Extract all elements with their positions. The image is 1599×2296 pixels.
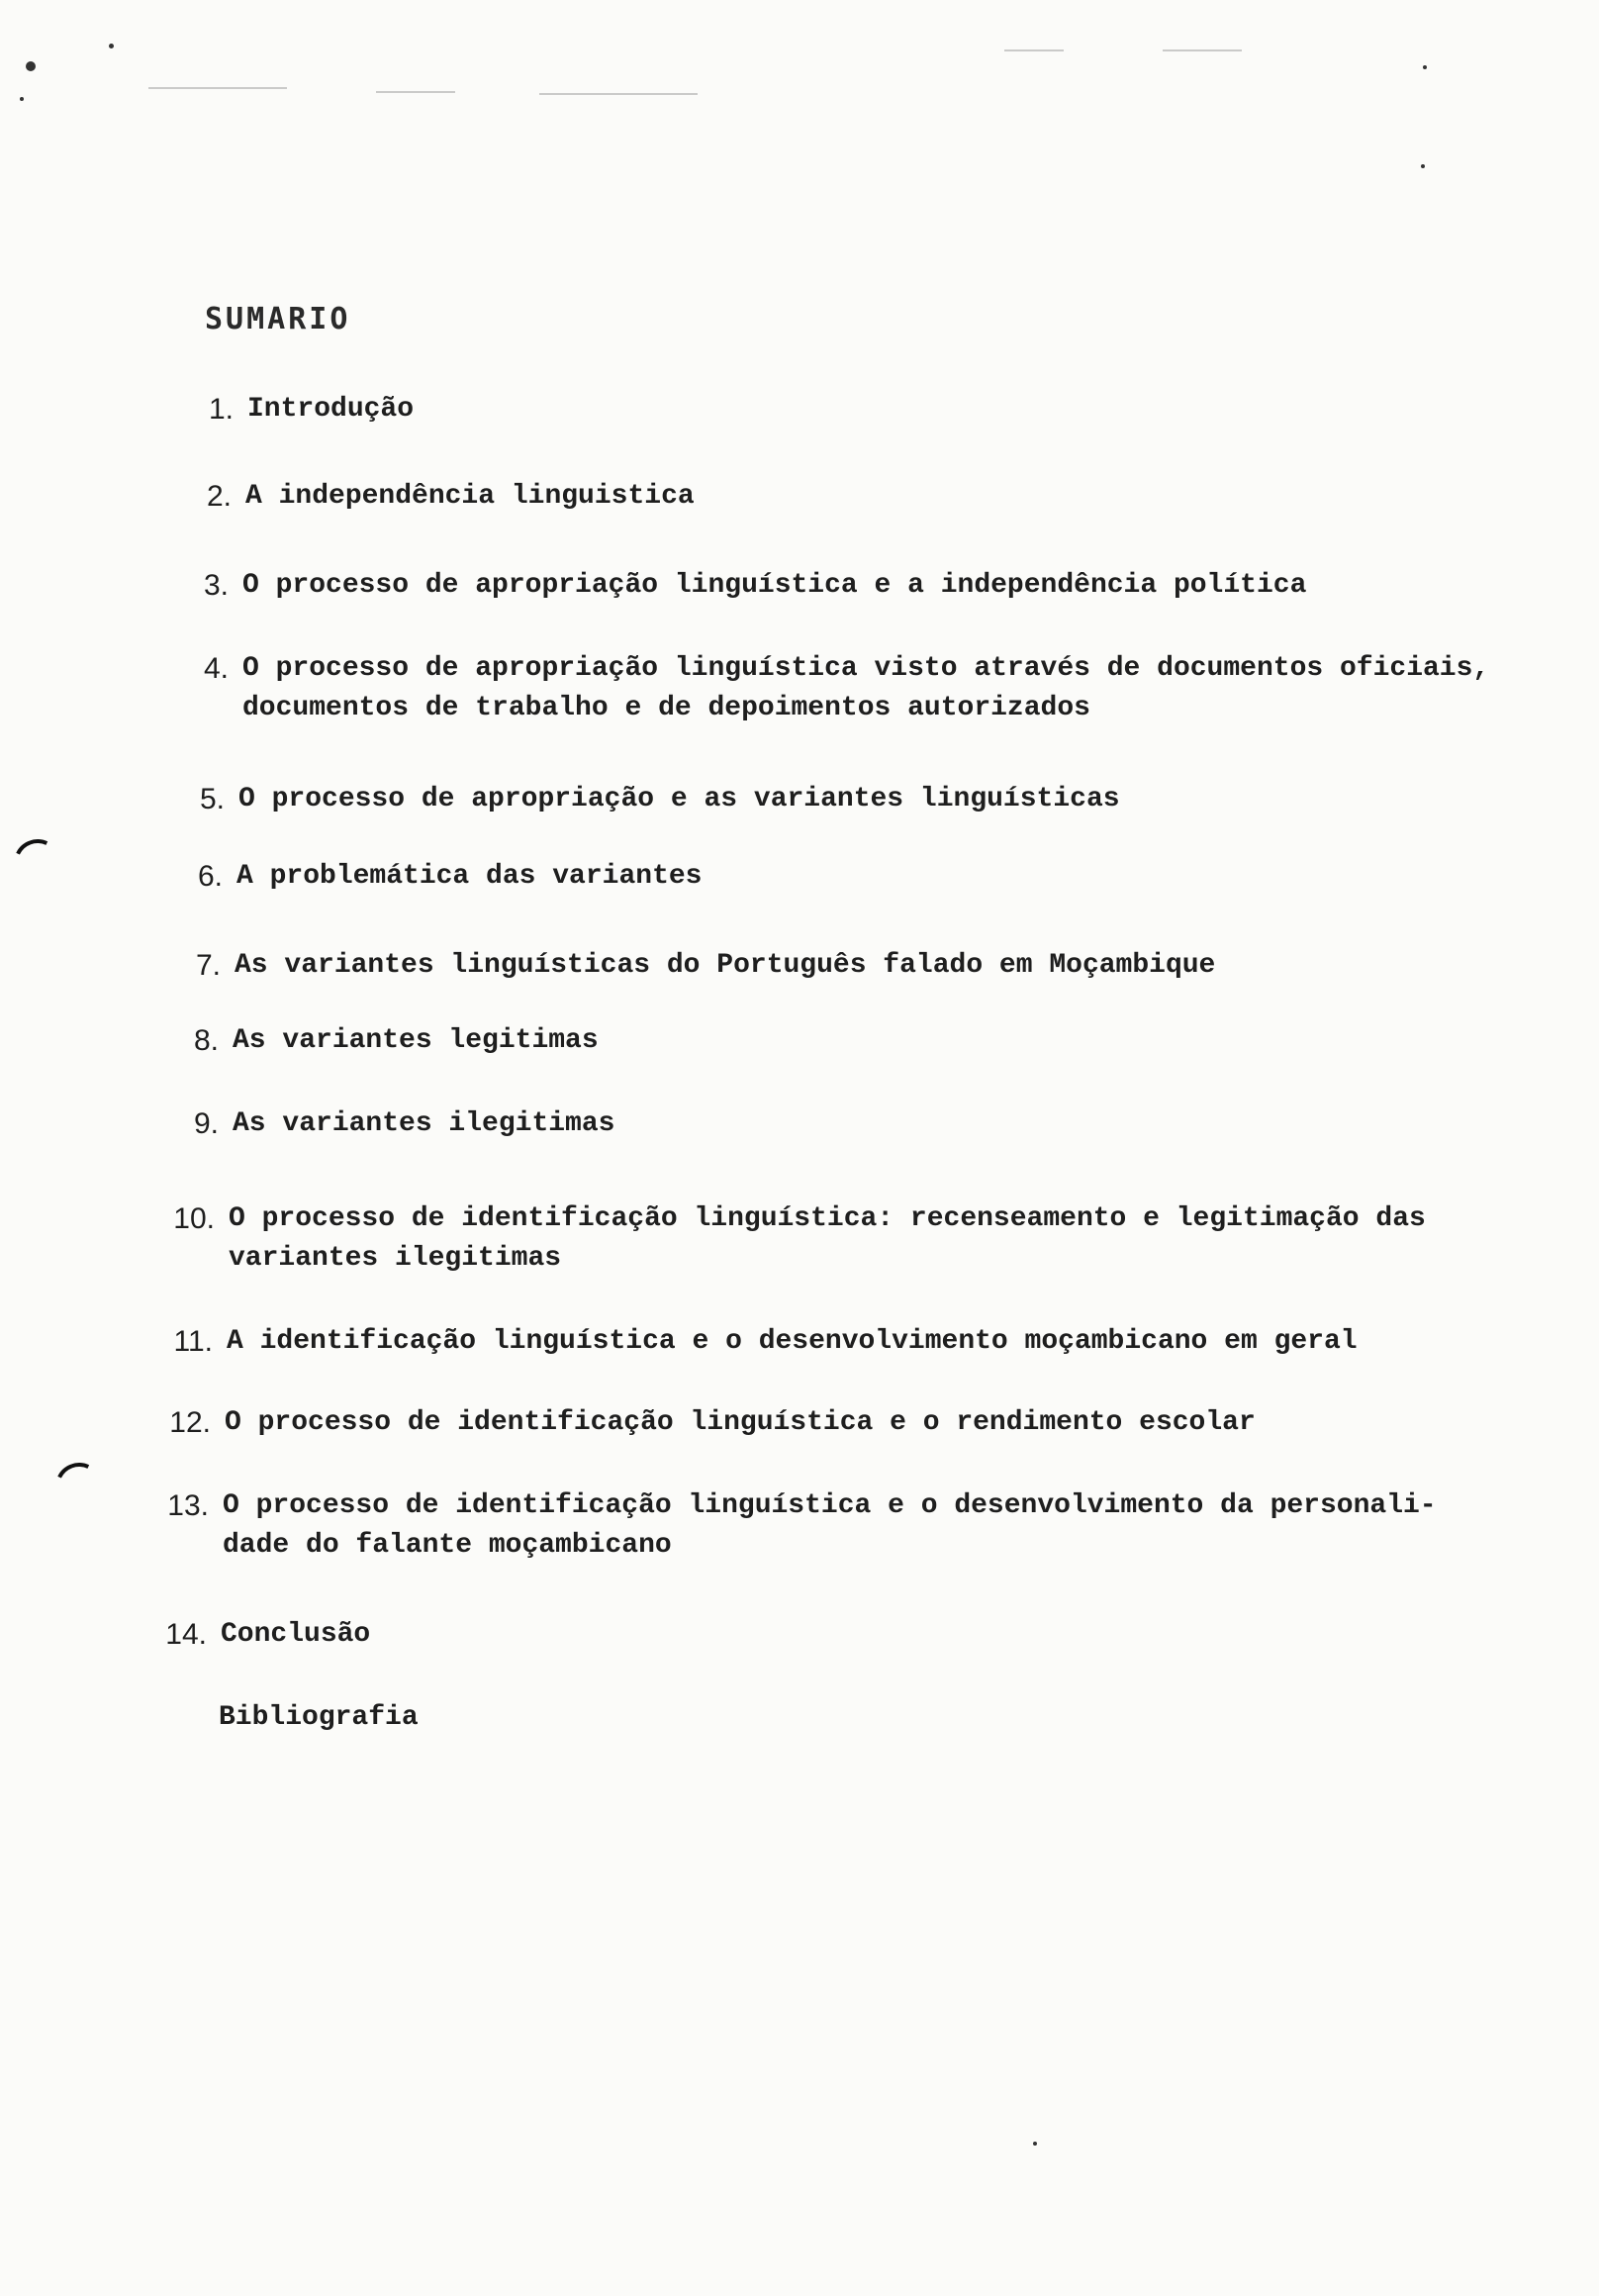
toc-entry-text: O processo de apropriação linguística visto através de documentos oficiais, documentos de trabalho e de depoimentos autorizados — [242, 653, 1490, 723]
toc-entry — [199, 780, 1599, 819]
toc-entry-number: 14. — [165, 1618, 207, 1651]
toc-entry — [173, 1199, 1599, 1279]
toc-entry — [193, 1021, 1599, 1061]
toc-entry-number: 7. — [195, 949, 221, 982]
toc-entry-text: Conclusão — [221, 1619, 371, 1650]
toc-entry-number: 6. — [197, 860, 223, 893]
punch-hole-mark — [48, 1456, 110, 1517]
scan-smudge — [148, 87, 287, 89]
toc-entry-number: 2. — [206, 480, 232, 513]
toc-entry — [203, 566, 1599, 606]
toc-entry-text: A identificação linguística e o desenvolvimento moçambicano em geral — [227, 1326, 1358, 1357]
toc-entry-text: As variantes linguísticas do Português falado em Moçambique — [235, 950, 1216, 981]
toc-entry — [208, 390, 1599, 430]
toc-entry-number: 3. — [203, 569, 229, 602]
toc-entry-number: 11. — [173, 1325, 213, 1358]
toc-entry-number: 10. — [173, 1202, 215, 1235]
scan-speck — [1423, 65, 1427, 69]
toc-entry-text: O processo de apropriação linguística e a independência política — [242, 570, 1307, 601]
scan-smudge — [1163, 49, 1242, 51]
toc-entry-text: As variantes legitimas — [233, 1025, 599, 1056]
toc-entry — [173, 1322, 1599, 1362]
toc-entry-number: 13. — [167, 1489, 209, 1522]
scan-smudge — [539, 93, 698, 95]
toc-entry-text: O processo de identificação linguística e o desenvolvimento da personali- dade do falante moçambicano — [223, 1490, 1437, 1561]
toc-entry-number: 4. — [203, 652, 229, 685]
toc-entry — [219, 1698, 1599, 1738]
toc-entry-text: Bibliografia — [219, 1702, 419, 1733]
toc-entry-number: 8. — [193, 1024, 219, 1057]
scan-speck — [20, 97, 24, 101]
scan-smudge — [376, 91, 455, 93]
scan-speck — [1421, 164, 1425, 168]
scan-speck — [109, 44, 114, 48]
toc-entry — [195, 946, 1599, 986]
toc-entry — [165, 1615, 1599, 1655]
toc-entry-text: O processo de identificação linguística e o rendimento escolar — [225, 1407, 1256, 1438]
toc-entry-number: 5. — [199, 783, 225, 815]
toc-entry — [197, 857, 1599, 897]
page-title: SUMARIO — [205, 302, 351, 336]
toc-entry-number: 12. — [169, 1406, 211, 1439]
toc-entry-text: A independência linguistica — [245, 481, 695, 512]
toc-entry — [167, 1486, 1599, 1566]
toc-entry — [203, 649, 1599, 728]
toc-entry-number: 1. — [208, 393, 234, 426]
toc-entry — [169, 1403, 1599, 1443]
scan-speck — [1033, 2142, 1037, 2146]
toc-entry-text: Introdução — [247, 394, 415, 425]
punch-hole-mark — [7, 832, 68, 894]
toc-entry-text: As variantes ilegitimas — [233, 1108, 615, 1139]
toc-entry-text: A problemática das variantes — [236, 861, 703, 892]
toc-entry — [193, 1104, 1599, 1144]
scan-smudge — [1004, 49, 1064, 51]
scan-speck — [26, 61, 36, 71]
toc-entry-text: O processo de identificação linguística: recenseamento e legitimação das variantes ilegitimas — [229, 1203, 1426, 1274]
toc-entry-text: O processo de apropriação e as variantes linguísticas — [238, 784, 1120, 814]
toc-entry — [206, 477, 1599, 517]
toc-entry-number: 9. — [193, 1107, 219, 1140]
